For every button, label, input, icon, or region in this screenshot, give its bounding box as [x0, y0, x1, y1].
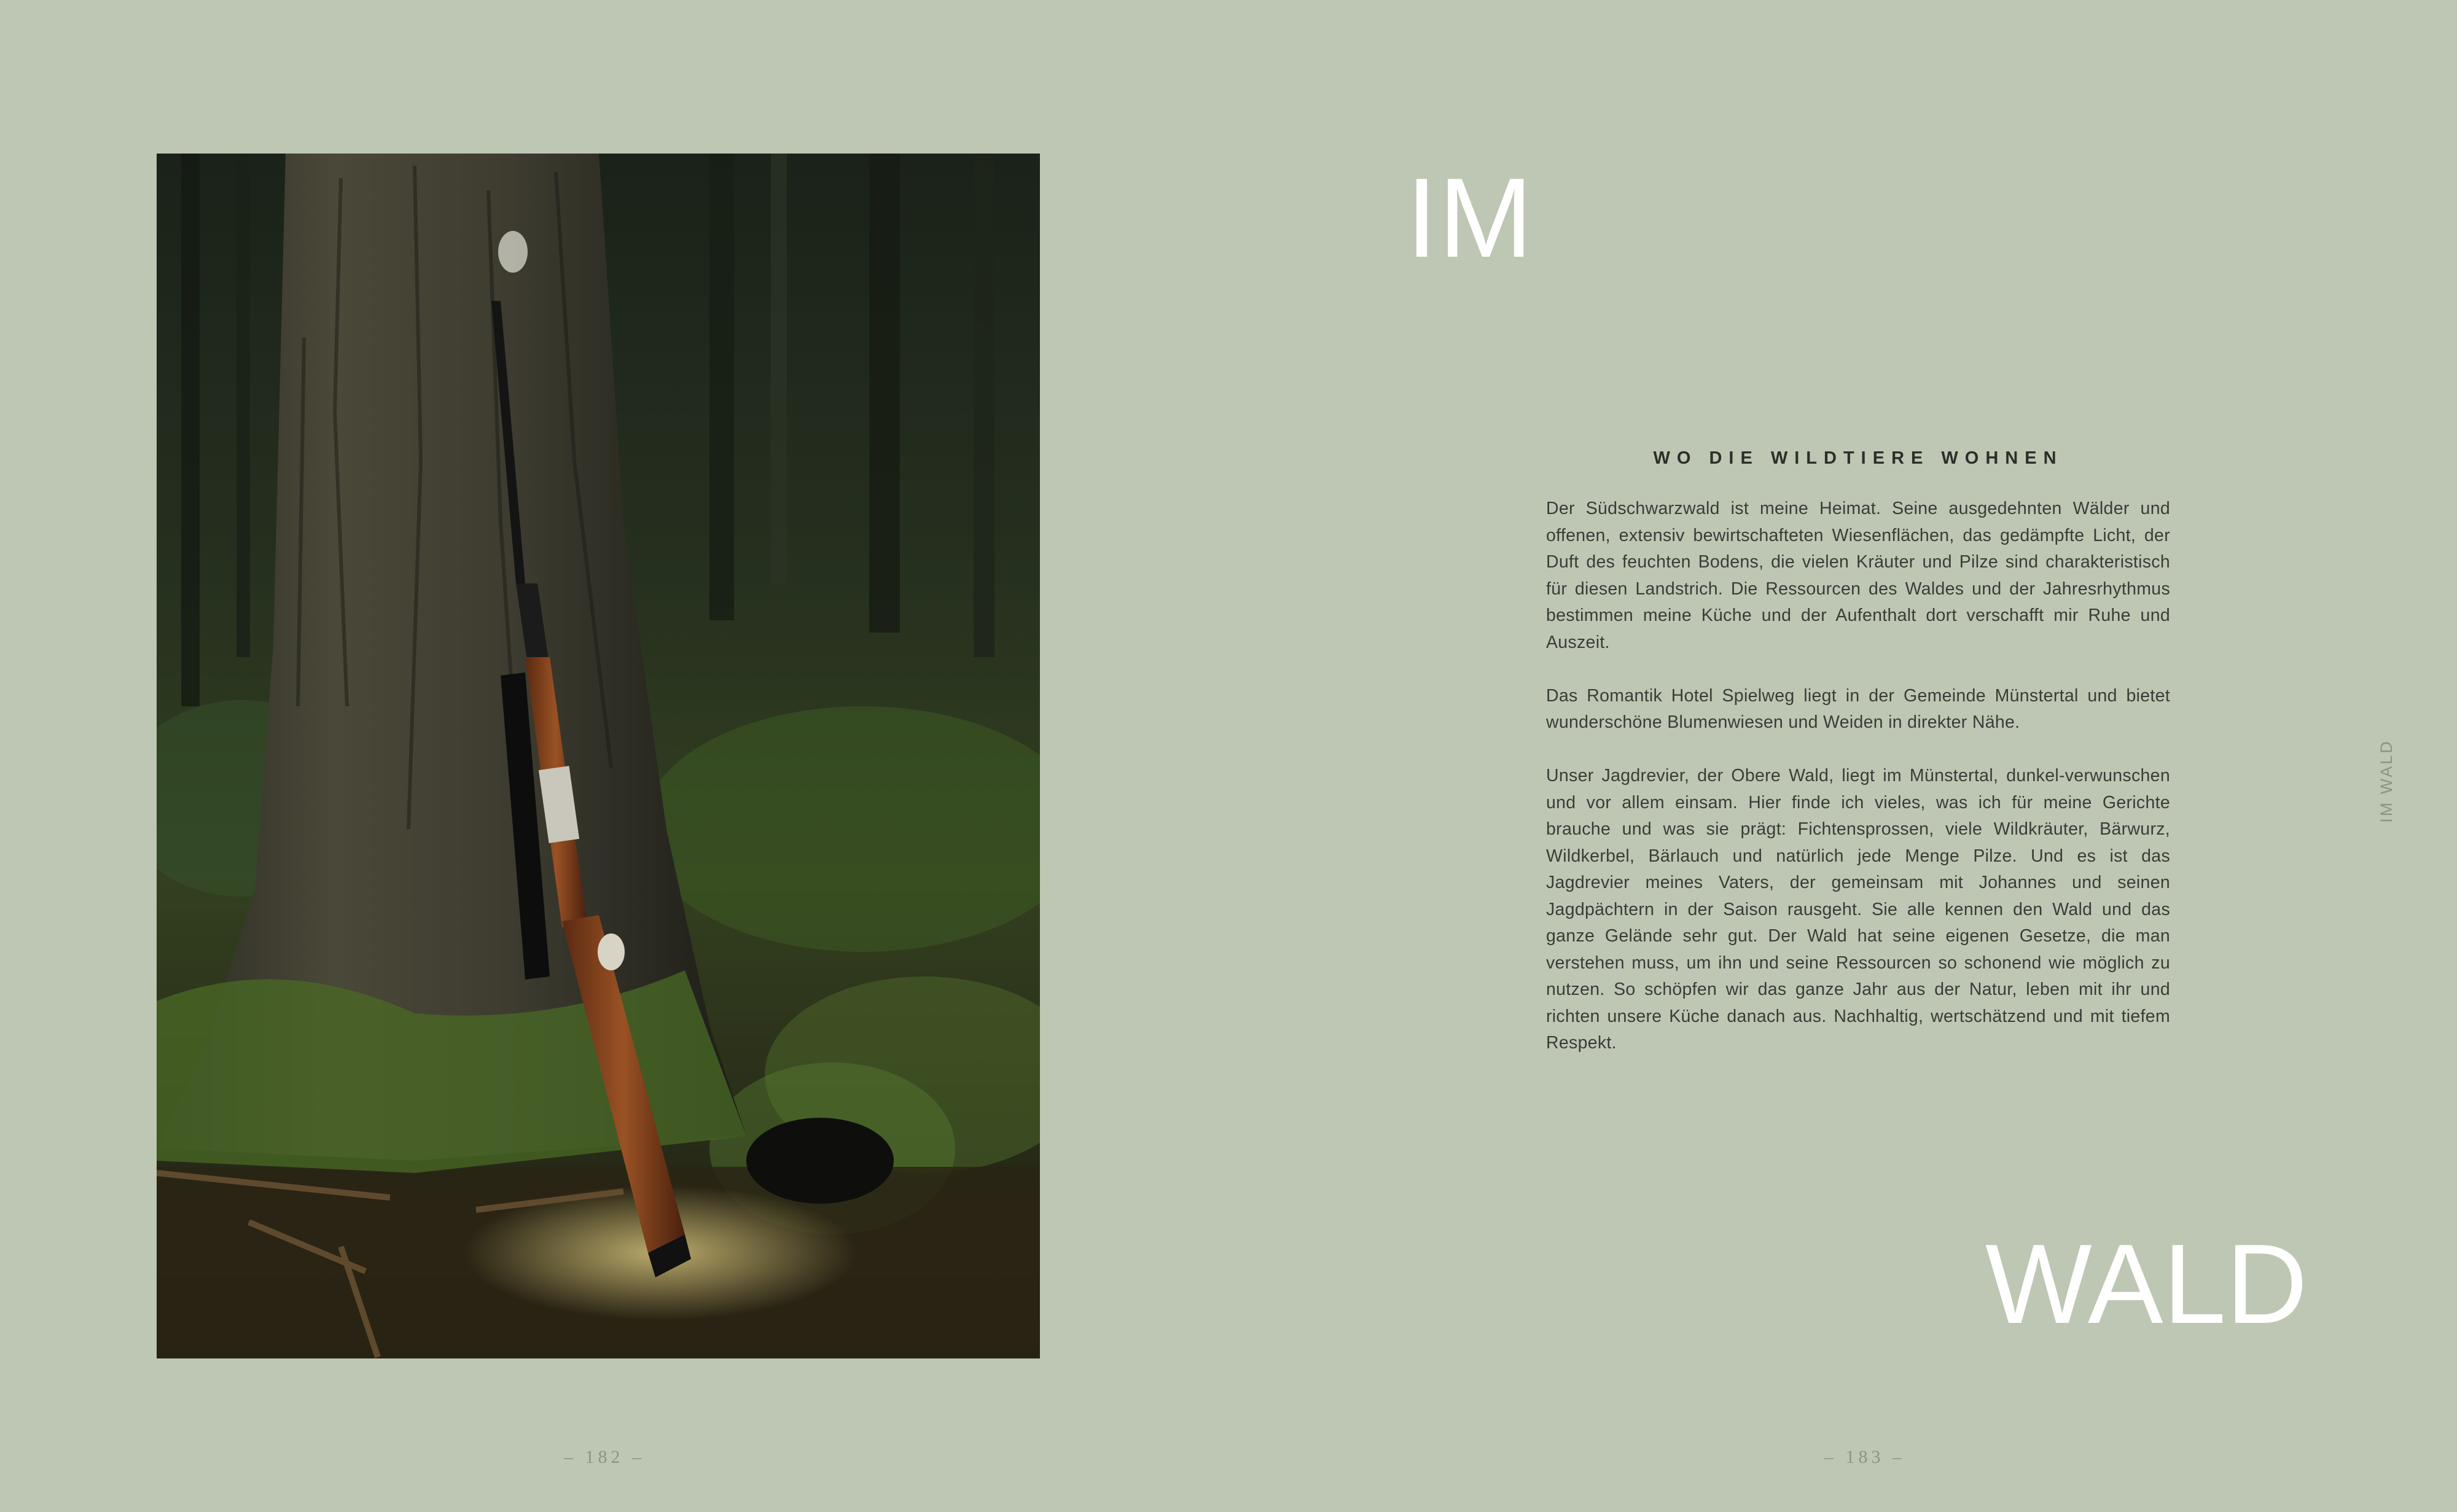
paragraph-3: Unser Jagdrevier, der Obere Wald, liegt im Münstertal, dunkel-verwunschen und vor allem einsam. Hier finde ich vieles, was ich für meine Gerichte brauche und was sie prägt: Fichtensprossen, viele Wildkräuter, Bärwurz, Wildkerbel, Bärlauch und natürlich jede Menge Pilze. Und es ist das Jagdrevier meines Vaters, der gemeinsam mit Johannes und seinen Jagdpächtern in der Saison rausgeht. Sie alle kennen den Wald und das ganze Gelände sehr gut. Der Wald hat seine eigenen Gesetze, die man verstehen muss, um ihn und seine Ressourcen so schonend wie möglich zu nutzen. So schöpfen wir das ganze Jahr aus der Natur, leben mit ihr und richten unsere Küche danach aus. Nachhaltig, wertschätzend und mit tiefem Respekt.: [1546, 766, 2170, 1053]
paragraph-1: Der Südschwarzwald ist meine Heimat. Seine ausgedehnten Wälder und offenen, extensiv bewirtschafteten Wiesenflächen, das gedämpfte Licht, der Duft des feuchten Bodens, die vielen Kräuter und Pilze sind charakteristisch für diesen Landstrich. Die Ressourcen des Waldes und der Jahresrhythmus bestimmen meine Küche und der Aufenthalt dort verschafft mir Ruhe und Auszeit.: [1546, 499, 2170, 652]
forest-rifle-illustration: [157, 154, 1040, 1358]
headline-im: IM: [1406, 154, 1534, 281]
forest-rifle-photo: [157, 154, 1040, 1358]
page-number-right: – 183 –: [1824, 1447, 1905, 1467]
running-head-vertical: IM WALD: [2377, 739, 2396, 823]
right-page: [1228, 0, 2457, 1512]
section-title: WO DIE WILDTIERE WOHNEN: [1653, 448, 2063, 468]
headline-wald: WALD: [1985, 1220, 2308, 1347]
article-text-column: [1546, 448, 2170, 1083]
left-page: [0, 0, 1228, 1512]
paragraph-2: Das Romantik Hotel Spielweg liegt in der Gemeinde Münstertal und bietet wunderschöne Blumenwiesen und Weiden in direkter Nähe.: [1546, 685, 2170, 732]
page-number-left: – 182 –: [564, 1447, 645, 1467]
